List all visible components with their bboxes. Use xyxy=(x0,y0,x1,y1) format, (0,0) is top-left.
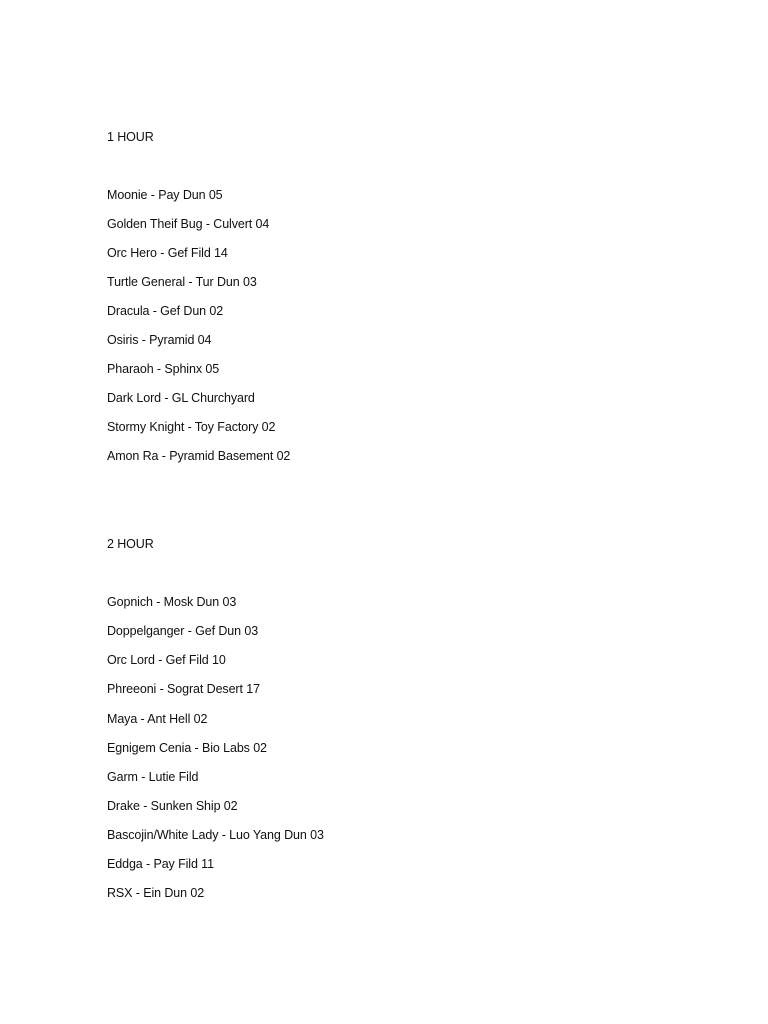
list-item: Eddga - Pay Fild 11 xyxy=(107,857,214,871)
list-item: Turtle General - Tur Dun 03 xyxy=(107,275,257,289)
list-item: Dracula - Gef Dun 02 xyxy=(107,304,224,318)
list-item: Orc Hero - Gef Fild 14 xyxy=(107,246,228,260)
section-heading: 2 HOUR xyxy=(107,537,154,551)
list-item: RSX - Ein Dun 02 xyxy=(107,886,205,900)
list-item: Bascojin/White Lady - Luo Yang Dun 03 xyxy=(107,828,324,842)
list-item: Egnigem Cenia - Bio Labs 02 xyxy=(107,741,267,755)
list-item: Amon Ra - Pyramid Basement 02 xyxy=(107,449,291,463)
list-item: Moonie - Pay Dun 05 xyxy=(107,188,223,202)
list-item: Gopnich - Mosk Dun 03 xyxy=(107,595,237,609)
section-heading: 1 HOUR xyxy=(107,130,154,144)
list-item: Garm - Lutie Fild xyxy=(107,770,199,784)
list-item: Stormy Knight - Toy Factory 02 xyxy=(107,420,276,434)
list-item: Osiris - Pyramid 04 xyxy=(107,333,212,347)
list-item: Doppelganger - Gef Dun 03 xyxy=(107,624,259,638)
list-item: Orc Lord - Gef Fild 10 xyxy=(107,653,226,667)
list-item: Maya - Ant Hell 02 xyxy=(107,712,208,726)
list-item: Pharaoh - Sphinx 05 xyxy=(107,362,220,376)
list-item: Phreeoni - Sograt Desert 17 xyxy=(107,682,260,696)
list-item: Drake - Sunken Ship 02 xyxy=(107,799,238,813)
list-item: Dark Lord - GL Churchyard xyxy=(107,391,255,405)
list-item: Golden Theif Bug - Culvert 04 xyxy=(107,217,270,231)
